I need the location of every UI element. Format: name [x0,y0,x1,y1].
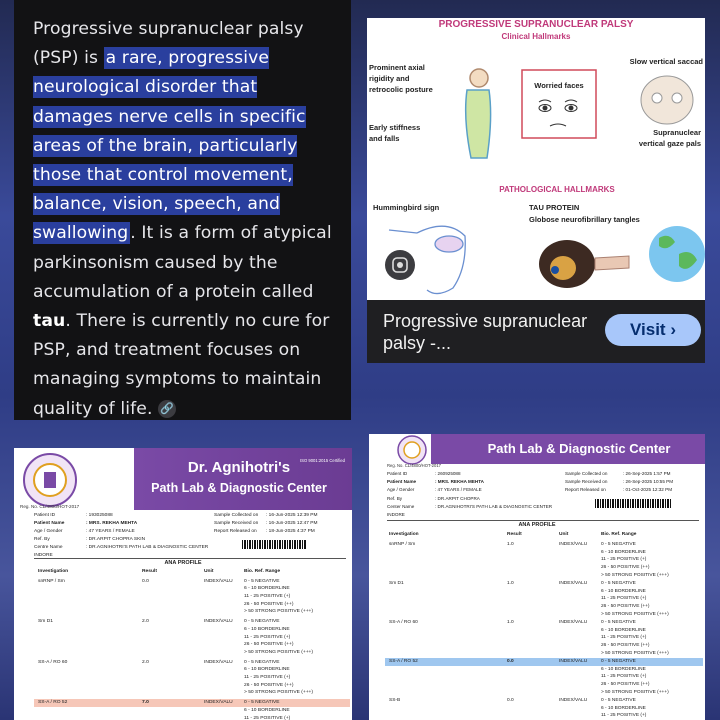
image-card-footer [367,300,705,363]
patient-id: : 193025088 [86,513,113,518]
investigation-name: Sm D1 [389,580,404,586]
image-result-title[interactable]: Progressive supranuclear palsy -... [383,311,588,353]
result-value: 1.0 [507,619,514,625]
released-label: Report Released on [565,487,606,493]
investigation-name: SS-A / RO 52 [38,700,68,706]
reference-range: > 50 STRONG POSITIVE (+++) [244,609,314,615]
investigation-name: SS-B [389,697,401,703]
age-label: Age / Gender [34,529,63,534]
unit: INDEX/VALU [559,658,588,664]
reference-range: 11 - 25 POSITIVE (+) [244,634,291,640]
reference-range: 11 - 25 POSITIVE (+) [601,713,647,719]
reference-range: 11 - 25 POSITIVE (+) [601,674,647,680]
result-value: 0.0 [507,697,514,703]
table-row [385,658,703,697]
result-value: 1.0 [507,541,514,547]
column-header: Bio. Ref. Range [244,569,281,574]
divider [387,520,699,521]
report-header [14,448,352,510]
reference-range: 6 - 10 BORDERLINE [601,588,646,594]
reference-range: > 50 STRONG POSITIVE (+++) [601,572,669,578]
sample-info [565,470,703,495]
fig-subtitle: Clinical Hallmarks [501,32,571,41]
reference-range: 6 - 10 BORDERLINE [244,707,290,713]
reference-range: 6 - 10 BORDERLINE [244,626,290,632]
table-header [389,531,703,539]
unit: INDEX/VALU [204,619,233,625]
released-label: Report Released on [214,529,257,534]
label-vertical-gaze: Supranuclear vertical gaze pals [638,128,701,148]
reg-number: Reg. No. CL/4800/HOT-2017 [20,504,80,509]
reference-range: > 50 STRONG POSITIVE (+++) [244,690,314,696]
head-icon [641,76,693,124]
reference-range: 6 - 10 BORDERLINE [601,705,646,711]
reference-range: 26 - 50 POSITIVE (++) [244,642,294,648]
column-header: Result [142,569,157,574]
lens-icon[interactable] [385,250,415,280]
reference-range: 26 - 50 POSITIVE (++) [601,604,650,610]
centre-name: : DR.AGNIHOTRI'S PATH LAB & DIAGNOSTIC CENTER INDORE [387,503,553,518]
label-worried-faces: Worried faces [534,81,584,90]
table-row [385,541,703,580]
overview-text-end: . There is currently no cure for PSP, and treatment focuses on managing symptoms to maintain quality of life. [33,311,330,419]
ref-by: : DR.ARPIT CHOPRA SKIN [86,537,146,542]
reference-range: 11 - 25 POSITIVE (+) [244,715,291,720]
reference-range: 0 - 5 NEGATIVE [244,619,280,625]
overview-highlight: a rare, progressive neurological disorder that damages nerve cells in specific areas of the brain, particularly those that control movement, balance, vision, speech, and swallowing [33,48,306,244]
age-gender: : 47 YEARS / FEMALE [86,529,135,534]
reference-range: 0 - 5 NEGATIVE [601,541,636,547]
column-header: Investigation [389,532,419,537]
reference-range: 26 - 50 POSITIVE (++) [601,682,650,688]
collected-label: Sample Collected on [565,471,608,476]
table-row [385,619,703,658]
lab-report-left[interactable] [14,448,352,720]
lab-report-right[interactable] [369,434,705,720]
psp-infographic[interactable] [367,18,705,300]
ref-label: Ref. By [387,495,403,501]
released-date: : 01-Oct-2025 12:32 PM [623,487,673,493]
column-header: Unit [204,569,214,574]
reference-range: 6 - 10 BORDERLINE [601,627,646,633]
overview-term-tau: tau [33,311,66,332]
age-gender: : 47 YEARS / FEMALE [435,487,482,493]
neuron-tangle-icon [539,240,629,288]
section-title: ANA PROFILE [518,522,556,528]
column-header: Investigation [38,569,69,574]
reference-range: 6 - 10 BORDERLINE [244,586,290,592]
centre-label: Centre Name [34,545,63,550]
iso-cert: ISO 9001:2015 Certified [300,458,345,463]
overview-text-middle: . It is a form of atypical parkinsonism caused by the accumulation of a protein called [33,223,332,302]
reference-range: > 50 STRONG POSITIVE (+++) [601,611,669,617]
ai-overview-card [14,0,351,420]
patient-id-label: Patient ID [387,471,408,476]
table-row [34,618,350,657]
unit: INDEX/VALU [204,700,233,706]
unit: INDEX/VALU [559,697,588,703]
reference-range: > 50 STRONG POSITIVE (+++) [601,650,669,656]
table-row [34,699,350,720]
table-row [34,578,350,617]
column-header: Bio. Ref. Range [601,532,637,537]
reference-range: 6 - 10 BORDERLINE [601,549,646,555]
age-label: Age / Gender [387,487,415,493]
path-title: PATHOLOGICAL HALLMARKS [499,185,615,194]
result-value: 0.0 [507,658,514,664]
unit: INDEX/VALU [204,578,233,584]
psp-infographic-drawing [367,18,705,300]
investigation-name: SS-A / RO 52 [389,658,418,664]
link-icon[interactable]: 🔗 [158,400,176,418]
section-title: ANA PROFILE [164,560,202,566]
divider [34,558,346,559]
investigation-name: SS-A / RO 60 [38,659,68,665]
overview-text-lead: Progressive supranuclear palsy (PSP) is [33,19,304,69]
reference-range: 26 - 50 POSITIVE (++) [601,565,650,571]
label-tau-protein: TAU PROTEIN [529,203,580,212]
table-row [385,697,703,720]
ref-by: : DR.ARPIT CHOPRA [435,495,480,501]
lab-name-line2: Path Lab & Diagnostic Center [151,481,327,495]
label-axial-rigidity: Prominent axial rigidity and retrocolic posture [369,63,433,94]
brain-globe-icon [649,226,705,282]
label-early-stiffness: Early stiffness and falls [369,123,421,143]
fig-title: PROGRESSIVE SUPRANUCLEAR PALSY [438,19,634,30]
reference-range: 11 - 25 POSITIVE (+) [244,675,291,681]
label-hummingbird: Hummingbird sign [373,203,440,212]
patient-name: : MRS. REKHA MEHTA [435,479,484,485]
collected-date: : 26-Sep-2025 1:57 PM [623,471,671,476]
patient-id: : 260925088 [435,471,461,476]
unit: INDEX/VALU [559,580,588,586]
table-header [38,568,350,576]
result-value: 2.0 [142,659,149,665]
reference-range: > 50 STRONG POSITIVE (+++) [601,689,669,695]
result-value: 0.0 [142,578,149,584]
patient-id-label: Patient ID [34,513,56,518]
unit: INDEX/VALU [559,619,588,625]
collected-label: Sample Collected on [214,513,259,518]
table-row [34,659,350,698]
ref-label: Ref. By [34,537,50,542]
barcode [595,499,671,508]
collected-date: : 16-Jun-2025 12:39 PM [266,513,318,518]
result-value: 7.0 [142,700,149,706]
investigation-name: snRNP / Sm [389,541,416,547]
chevron-right-icon: › [670,320,676,339]
unit: INDEX/VALU [204,659,233,665]
column-header: Result [507,532,522,537]
lab-logo-icon [20,452,80,508]
reg-number: Reg. No. CL/4800/HOT-2017 [387,463,442,468]
reference-range: 0 - 5 NEGATIVE [244,659,280,665]
received-label: Sample Received on [214,521,259,526]
received-label: Sample Received on [565,479,608,485]
table-row [385,580,703,619]
patient-name-label: Patient Name [34,521,65,526]
reference-range: 0 - 5 NEGATIVE [601,619,636,625]
label-tangles: Globose neurofibrillary tangles [529,215,640,224]
reference-range: 26 - 50 POSITIVE (++) [244,682,294,688]
posture-figure-icon [466,69,491,158]
reference-range: 6 - 10 BORDERLINE [244,667,290,673]
barcode [242,540,306,549]
result-value: 2.0 [142,619,149,625]
visit-button[interactable] [605,314,701,346]
patient-name-label: Patient Name [387,479,417,485]
received-date: : 26-Sep-2025 10:55 PM [623,479,674,485]
lab-name: Path Lab & Diagnostic Center [487,441,671,456]
reference-range: 11 - 25 POSITIVE (+) [244,594,291,600]
reference-range: 11 - 25 POSITIVE (+) [601,635,647,641]
centre-name: : DR.AGNIHOTRI'S PATH LAB & DIAGNOSTIC CENTER INDORE [34,545,209,558]
unit: INDEX/VALU [559,541,588,547]
reference-range: 0 - 5 NEGATIVE [601,697,636,703]
reference-range: 0 - 5 NEGATIVE [244,700,280,706]
reference-range: 0 - 5 NEGATIVE [244,578,280,584]
column-header: Unit [559,532,569,537]
result-value: 1.0 [507,580,514,586]
received-date: : 16-Jun-2025 12:47 PM [266,521,318,526]
label-slow-saccade: Slow vertical saccad [629,57,703,66]
reference-range: 0 - 5 NEGATIVE [601,580,636,586]
investigation-name: SS-A / RO 60 [389,619,418,625]
reference-range: 11 - 25 POSITIVE (+) [601,596,647,602]
investigation-name: snRNP / Sm [38,578,65,584]
patient-name: : MRS. REKHA MEHTA [86,521,138,526]
image-result-card[interactable] [367,18,705,363]
reference-range: 26 - 50 POSITIVE (++) [601,643,650,649]
reference-range: 0 - 5 NEGATIVE [601,658,636,664]
visit-label: Visit [630,320,666,339]
patient-info [34,512,214,560]
sample-info [214,512,350,536]
patient-info [387,470,567,519]
centre-label: Center Name [387,503,415,509]
investigation-name: Sm D1 [38,619,53,625]
lab-logo-icon [393,435,431,465]
lab-name-line1: Dr. Agnihotri's [187,459,291,476]
report-header [369,434,705,466]
reference-range: 26 - 50 POSITIVE (++) [244,601,294,607]
reference-range: 11 - 25 POSITIVE (+) [601,557,647,563]
reference-range: > 50 STRONG POSITIVE (+++) [244,649,314,655]
reference-range: 6 - 10 BORDERLINE [601,666,646,672]
released-date: : 18-Jun-2025 4:37 PM [266,529,315,534]
